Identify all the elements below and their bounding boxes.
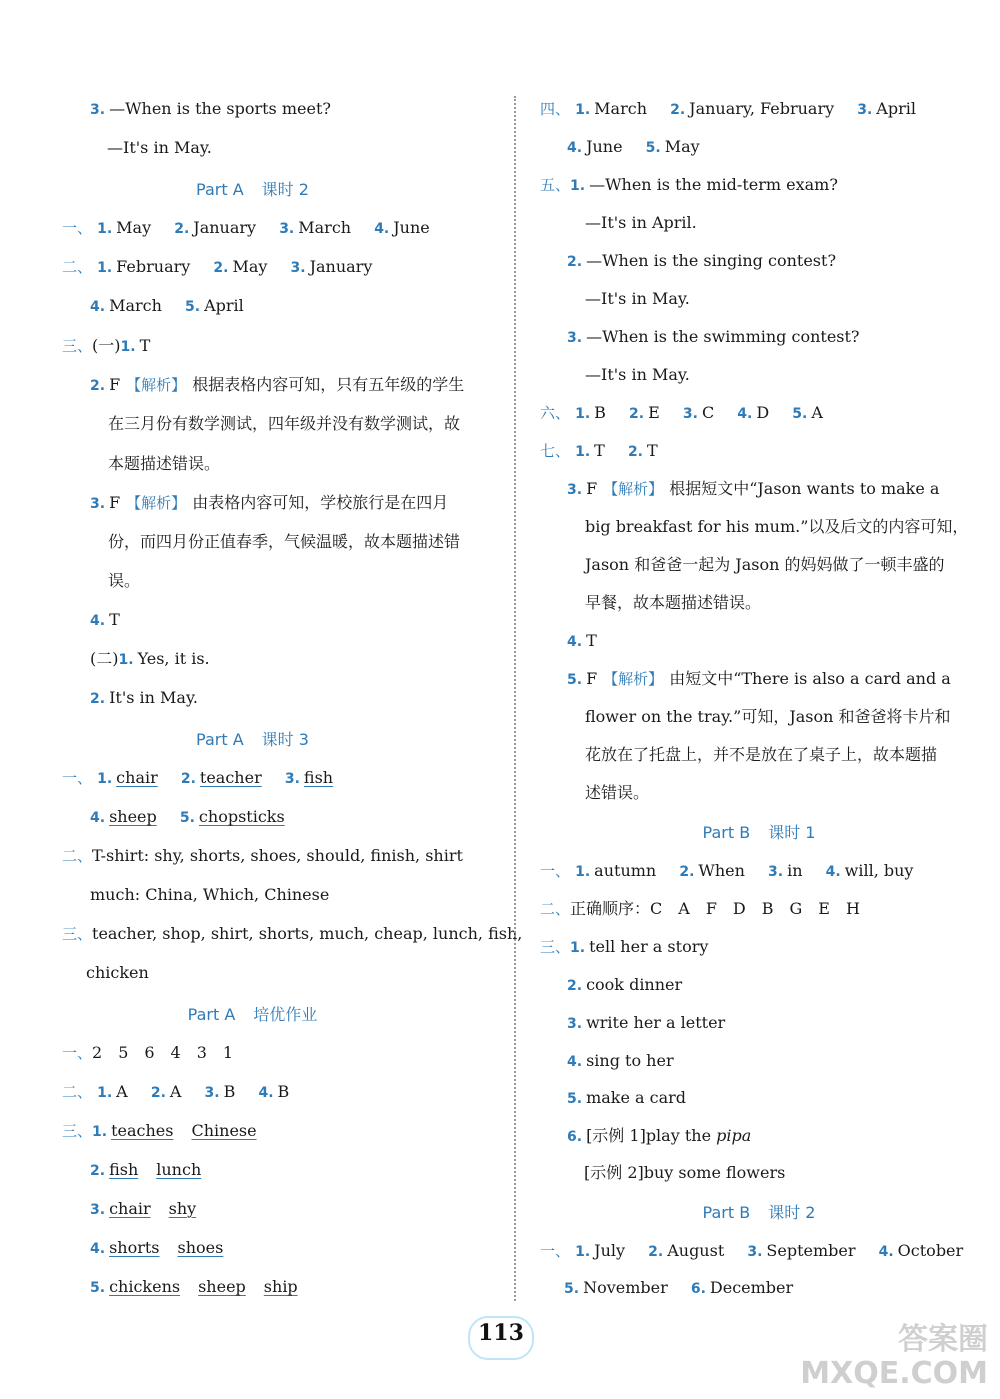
watermark: 答案圈 MXQE.COM	[800, 1322, 988, 1391]
explanation-7-3: 3. F 【解析】 根据短文中“Jason wants to make a	[567, 479, 940, 498]
dialogue-answer: —It's in April.	[585, 213, 697, 232]
section-heading: Part A 课时 3	[196, 730, 309, 749]
exercise-5: 五、1. —When is the mid-term exam?	[540, 175, 838, 194]
exercise-4: 四、 1. March 2. January, February 3. April	[540, 99, 916, 118]
partb-exercise-3-example: [示例 2]buy some flowers	[584, 1163, 786, 1182]
explanation-text: 误。	[108, 571, 141, 590]
lesson3-exercise-2-cont: much: China, Which, Chinese	[90, 885, 330, 904]
answer-line: —It's in May.	[107, 138, 212, 157]
lesson2-exercise-1-cont: 5. November 6. December	[564, 1278, 794, 1297]
exercise-6: 六、 1. B 2. E 3. C 4. D 5. A	[540, 403, 823, 422]
exercise-1: 一、 1. May 2. January 3. March 4. June	[62, 218, 430, 237]
partb-exercise-3-item: 3. write her a letter	[567, 1013, 726, 1032]
exercise-7: 七、 1. T 2. T	[540, 441, 658, 460]
dialogue-answer: —It's in May.	[585, 365, 690, 384]
extra-exercise-3-row: 4. shorts shoes	[90, 1238, 224, 1257]
answer-4: 4. T	[90, 610, 120, 629]
lesson3-exercise-3-cont: chicken	[86, 963, 149, 982]
partb-exercise-3-item: 5. make a card	[567, 1088, 687, 1107]
explanation-3: 3. F 【解析】 由表格内容可知，学校旅行是在四月	[90, 493, 449, 512]
dialogue-question: 3. —When is the swimming contest?	[567, 327, 860, 346]
exercise-2: 二、 1. February 2. May 3. January	[62, 257, 373, 276]
extra-exercise-3: 三、1. teaches Chinese	[62, 1121, 257, 1140]
explanation-2: 2. F 【解析】 根据表格内容可知，只有五年级的学生	[90, 375, 465, 394]
sub-part-2: (二)1. Yes, it is.	[90, 649, 210, 668]
question-3: 3. —When is the sports meet?	[90, 99, 331, 118]
sub-part-2-answer: 2. It's in May.	[90, 688, 198, 707]
extra-exercise-3-row: 2. fish lunch	[90, 1160, 202, 1179]
section-heading: Part A 培优作业	[187, 1005, 318, 1024]
extra-exercise-2: 二、 1. A 2. A 3. B 4. B	[62, 1082, 290, 1101]
extra-exercise-3-row: 5. chickens sheep ship	[90, 1277, 298, 1296]
answer-7-4: 4. T	[567, 631, 597, 650]
exercise-3: 三、(一)1. T	[62, 336, 151, 355]
extra-exercise-3-row: 3. chair shy	[90, 1199, 197, 1218]
partb-exercise-1: 一、 1. autumn 2. When 3. in 4. will, buy	[540, 861, 914, 880]
lesson3-exercise-3: 三、teacher, shop, shirt, shorts, much, cheap, lunch, fish,	[62, 924, 523, 943]
lesson3-exercise-1-cont: 4. sheep 5. chopsticks	[90, 807, 285, 826]
partb-exercise-3: 三、1. tell her a story	[540, 937, 709, 956]
explanation-text: 早餐，故本题描述错误。	[585, 593, 762, 612]
extra-exercise-1: 一、2 5 6 4 3 1	[62, 1043, 234, 1062]
page-number: 113	[478, 1320, 524, 1346]
exercise-4-cont: 4. June 5. May	[567, 137, 700, 156]
partb-exercise-3-item: 2. cook dinner	[567, 975, 683, 994]
lesson3-exercise-1: 一、 1. chair 2. teacher 3. fish	[62, 768, 334, 787]
partb-exercise-2: 二、正确顺序：C A F D B G E H	[540, 899, 860, 918]
explanation-text: 份，而四月份正值春季，气候温暖，故本题描述错	[108, 532, 461, 551]
explanation-text: 述错误。	[585, 783, 650, 802]
partb-exercise-3-item: 6. [示例 1]play the pipa	[567, 1126, 752, 1145]
explanation-text: big breakfast for his mum.”以及后文的内容可知，	[585, 517, 969, 536]
explanation-text: 花放在了托盘上，并不是放在了桌子上，故本题描	[585, 745, 938, 764]
exercise-2-cont: 4. March 5. April	[90, 296, 244, 315]
explanation-text: flower on the tray.”可知，Jason 和爸爸将卡片和	[585, 707, 951, 726]
section-heading: Part B 课时 1	[702, 823, 816, 842]
lesson2-exercise-1: 一、 1. July 2. August 3. September 4. October	[540, 1241, 964, 1260]
explanation-7-5: 5. F 【解析】 由短文中“There is also a card and a	[567, 669, 951, 688]
explanation-text: 在三月份有数学测试，四年级并没有数学测试，故	[108, 414, 461, 433]
dialogue-answer: —It's in May.	[585, 289, 690, 308]
section-heading: Part B 课时 2	[702, 1203, 816, 1222]
lesson3-exercise-2: 二、T-shirt: shy, shorts, shoes, should, finish, shirt	[62, 846, 463, 865]
dialogue-question: 2. —When is the singing contest?	[567, 251, 837, 270]
section-heading: Part A 课时 2	[196, 180, 309, 199]
explanation-text: 本题描述错误。	[108, 454, 221, 473]
column-divider	[514, 96, 516, 1301]
explanation-text: Jason 和爸爸一起为 Jason 的妈妈做了一顿丰盛的	[585, 555, 945, 574]
partb-exercise-3-item: 4. sing to her	[567, 1051, 674, 1070]
